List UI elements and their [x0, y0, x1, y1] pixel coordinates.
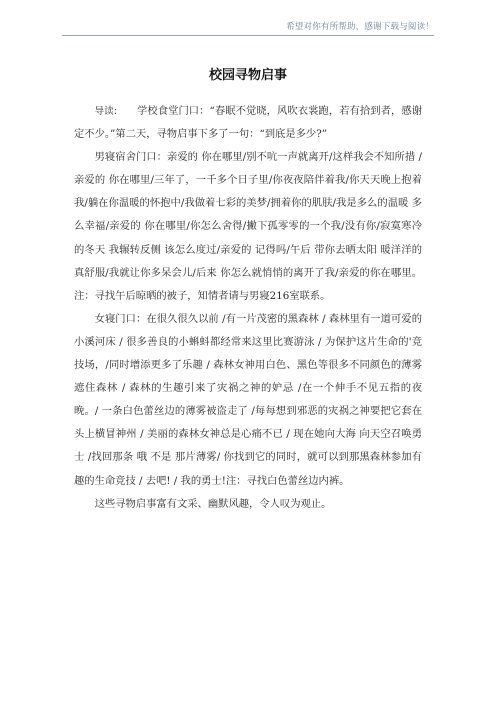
- header-note: 希望对你有所帮助，感谢下载与阅读！: [286, 22, 434, 32]
- document-body: [74, 100, 422, 516]
- intro-paragraph: [74, 100, 422, 146]
- paragraph-male-dorm: 男寝宿舍门口：亲爱的 你在哪里/别不吭一声就离开/这样我会不知所措 /亲爱的 你在哪里/三年了，一千多个日子里/你夜夜陪伴着我/你天天晚上抱着我/躺在你温暖的怀抱中/我做着七彩的美梦/拥着你的肌肤/我是多么的温暖 多么幸福/亲爱的 你在哪里/你怎么舍得/撇下孤零零的一个我/没有你/寂寞寒冷的冬天 我辗转反侧 该怎么度过/亲爱的 记得吗/午后 带你去晒太阳 暖洋洋的 真舒服/我就让你多呆会儿/后来 你怎么就悄悄的离开了我/亲爱的你在哪里。注：寻找午后晾晒的被子，知情者请与男寝216室联系。: [74, 151, 422, 302]
- paragraph-conclusion: 这些寻物启事富有文采、幽默风趣，令人叹为观止。: [94, 497, 332, 510]
- document-title: 校园寻物启事: [208, 68, 287, 83]
- intro-text: 学校食堂门口：“春眠不觉晓，风吹衣裳跑，若有拾到者，感谢定不少。”第二天，寻物启事下多了一句：“到底是多少?”: [74, 105, 423, 141]
- intro-label: 导读:: [94, 106, 117, 117]
- header-divider: [62, 35, 434, 36]
- paragraph-female-dorm: 女寝门口：在很久很久以前 /有一片茂密的黑森林 / 森林里有一道可爱的小溪河床 / 很多善良的小蝌蚪都经常来这里比赛游泳 / 为保护这片生命的'竞技场，/同时增添更多了乐趣 / 森林女神用白色、黑色等很多不同颜色的薄雾遮住森林 / 森林的生趣引来了灾祸之神的妒忌 /在一个伸手不见五指的夜晚。/ 一条白色蕾丝边的薄雾被盗走了 /每每想到邪恶的灾祸之神要把它套在头上横冒神州 / 美丽的森林女神总是心痛不已 / 现在她向大海 向天空召唤勇士 /找回那条 哦 不是 那片薄雾/ 你找到它的同时，就可以到那黑森林参加有趣的生命竞技 / 去吧! / 我的勇士!注：寻找白色蕾丝边内裤。: [74, 312, 422, 487]
